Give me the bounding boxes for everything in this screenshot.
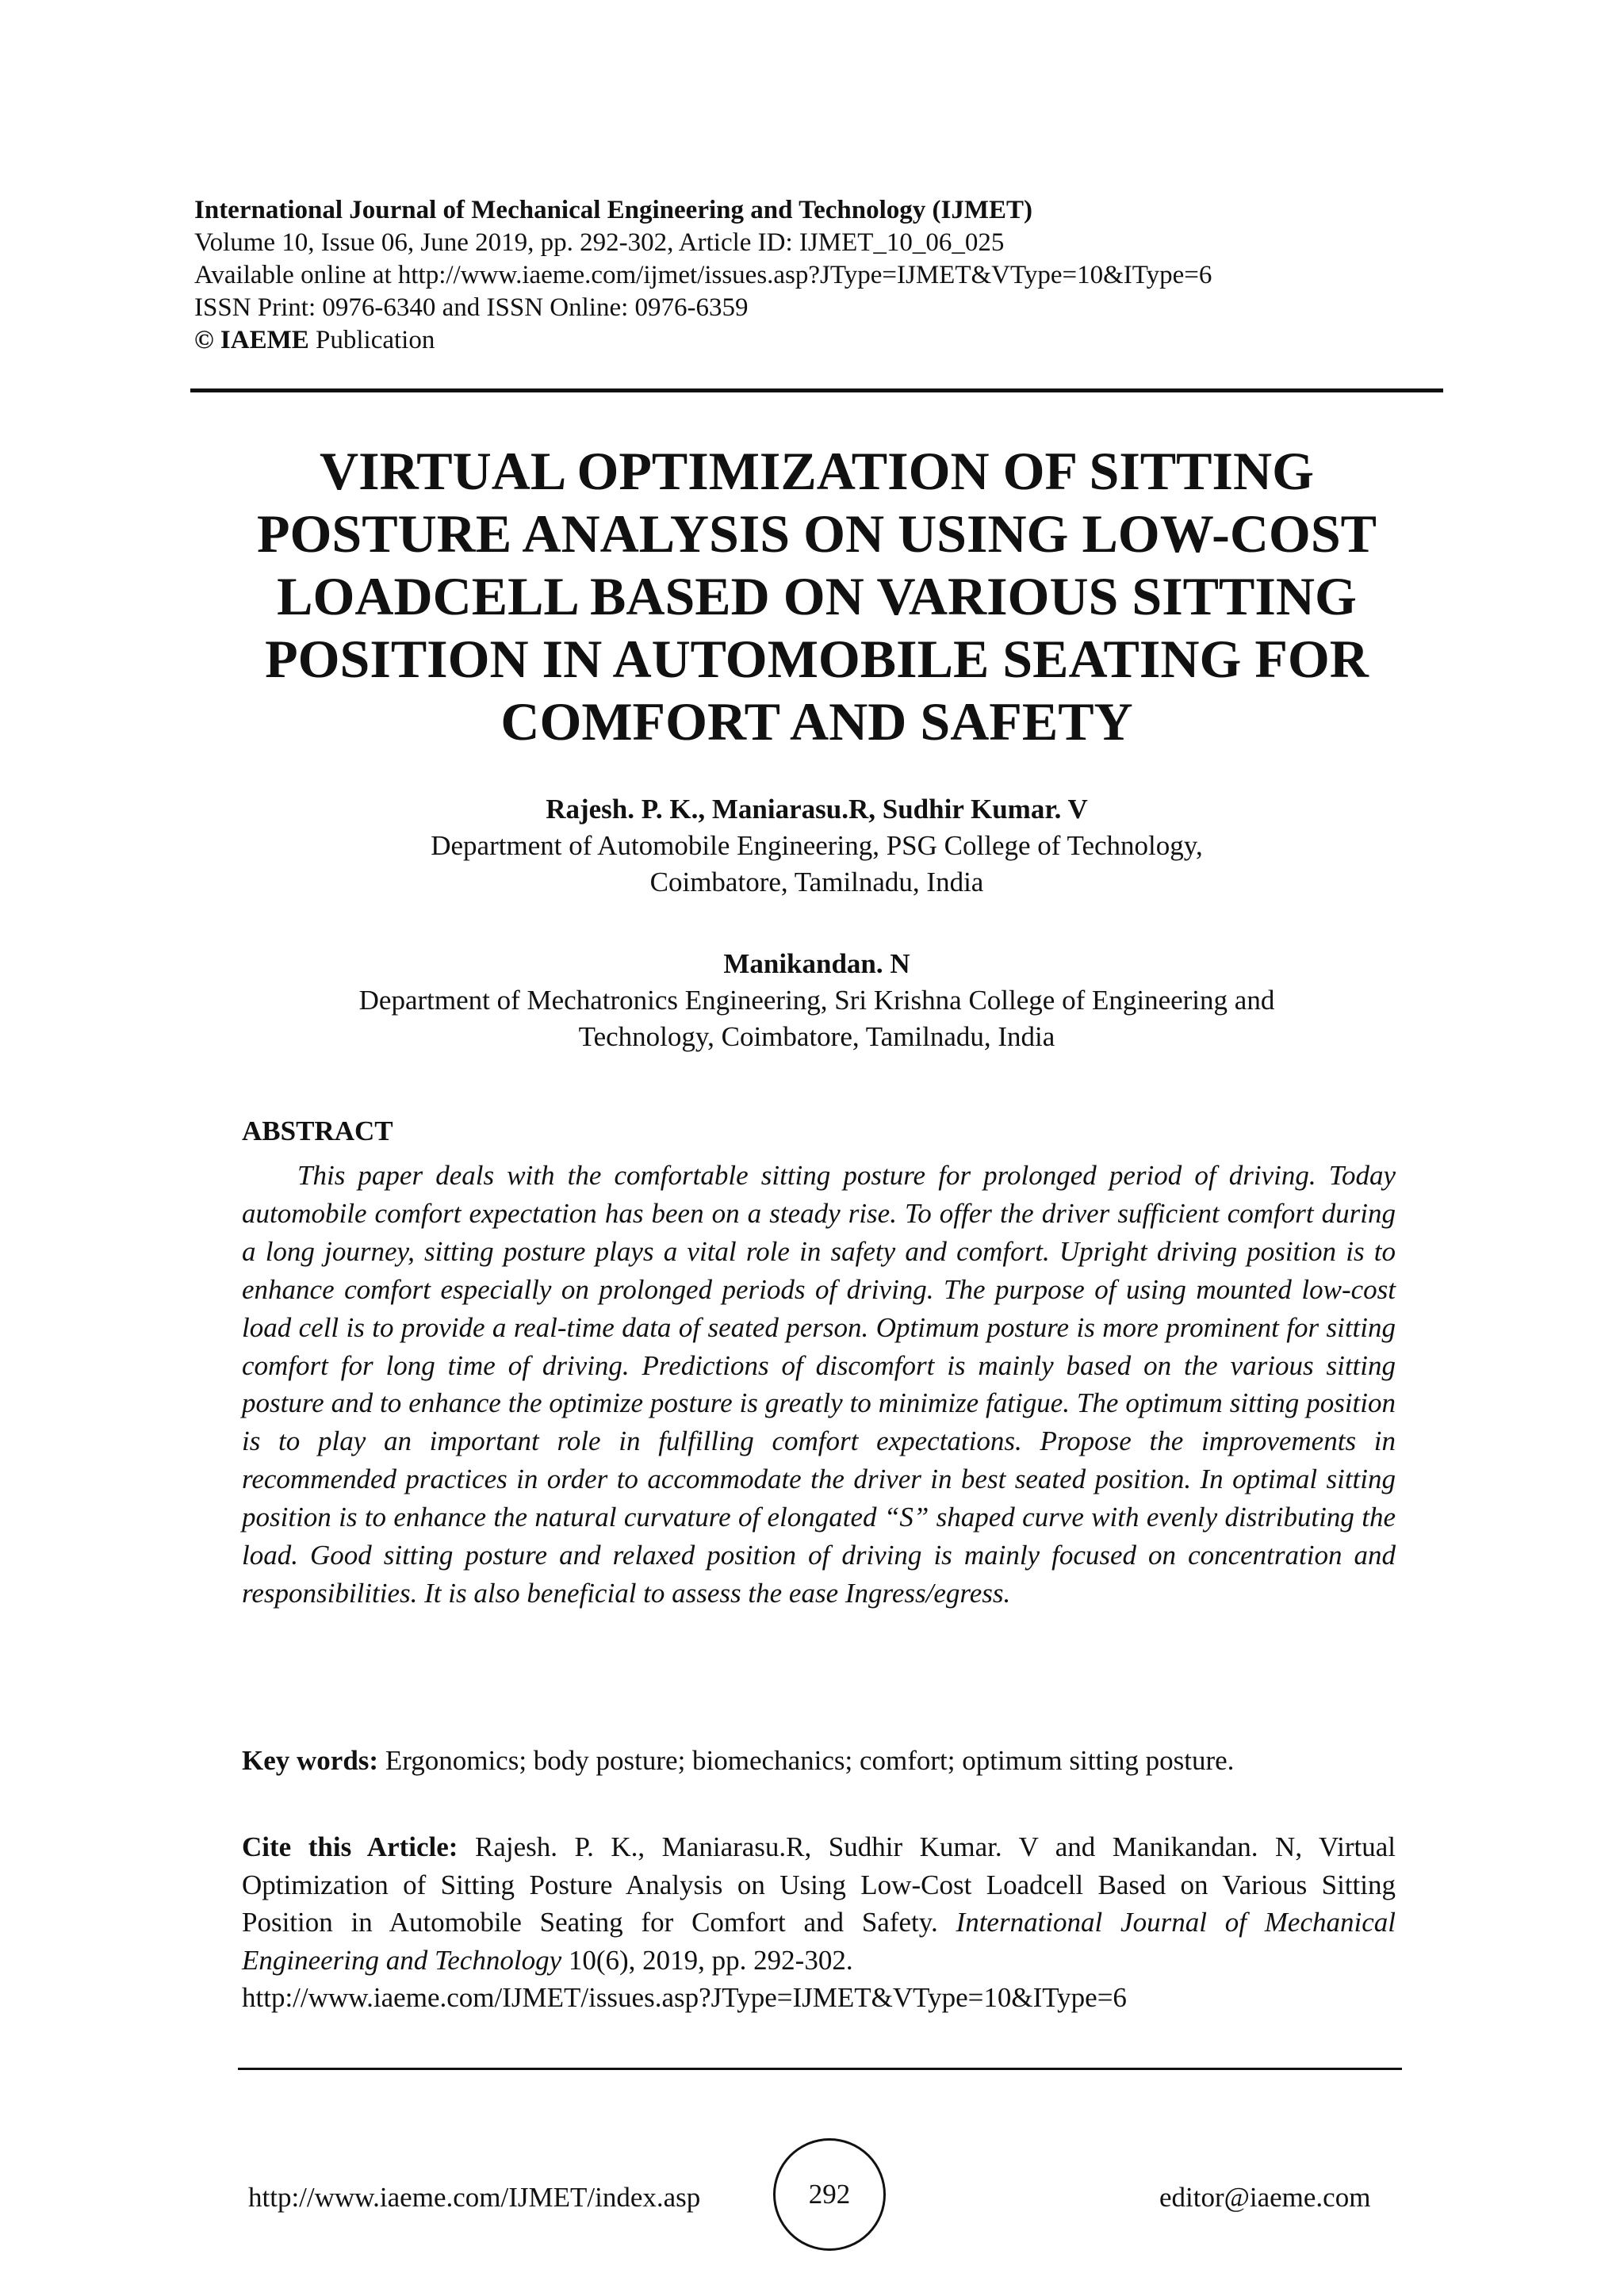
journal-name: International Journal of Mechanical Engineering and Technology (IJMET): [194, 196, 1032, 224]
keywords: [242, 1743, 1396, 1779]
header-divider: [190, 388, 1443, 392]
keywords-text: Ergonomics; body posture; biomechanics; comfort; optimum sitting posture.: [385, 1745, 1235, 1776]
publisher-name: IAEME: [220, 326, 309, 354]
author-group-2: [190, 946, 1443, 1055]
citation-block: [242, 1828, 1396, 2017]
citation-volume-pages: 10(6), 2019, pp. 292-302.: [568, 1944, 853, 1976]
available-online-line[interactable]: Available online at http://www.iaeme.com/ijmet/issues.asp?JType=IJMET&VType=10&IType=6: [194, 261, 1212, 289]
affiliation-line: Department of Automobile Engineering, PSG College of Technology,: [431, 830, 1203, 861]
title-line: COMFORT AND SAFETY: [500, 691, 1133, 752]
issn-line: ISSN Print: 0976-6340 and ISSN Online: 0976-6359: [194, 293, 749, 322]
abstract-text: This paper deals with the comfortable sitting posture for prolonged period of driving. Today automobile comfort expectation has been on a steady rise. To offer the driver sufficient comfort during a long journey, sitting posture plays a vital role in safety and comfort. Upright driving position is to enhance comfort especially on prolonged periods of driving. The purpose of using mounted low-cost load cell is to provide a real-time data of seated person. Optimum posture is more prominent for sitting comfort for long time of driving. Predictions of discomfort is mainly based on the various sitting posture and to enhance the optimize posture is greatly to minimize fatigue. The optimum sitting position is to play an important role in fulfilling comfort expectations. Propose the improvements in recommended practices in order to accommodate the driver in best seated position. In optimal sitting position is to enhance the natural curvature of elongated “S” shaped curve with evenly distributing the load. Good sitting posture and relaxed position of driving is mainly focused on concentration and responsibilities. It is also beneficial to assess the ease Ingress/egress.: [242, 1160, 1396, 1609]
author-group-1: [190, 791, 1443, 901]
citation-text: Rajesh. P. K., Maniarasu.R, Sudhir Kumar. V and Manikandan. N, Virtual Optimization of Sitting Posture Analysis on Using Low-Cost Loadcell Based on Various Sitting Position in Automobile Seating for Comfort and Safety.: [242, 1831, 1396, 1938]
affiliation-line: Technology, Coimbatore, Tamilnadu, India: [578, 1021, 1055, 1052]
citation-label: Cite this Article:: [242, 1831, 458, 1862]
footer-email-link[interactable]: editor@iaeme.com: [1159, 2182, 1371, 2213]
volume-line: Volume 10, Issue 06, June 2019, pp. 292-302, Article ID: IJMET_10_06_025: [194, 228, 1005, 257]
title-line: LOADCELL BASED ON VARIOUS SITTING: [277, 566, 1357, 626]
keywords-label: Key words:: [242, 1745, 379, 1776]
abstract-heading: ABSTRACT: [242, 1115, 393, 1146]
title-line: VIRTUAL OPTIMIZATION OF SITTING: [320, 441, 1314, 501]
paper-title: [190, 440, 1443, 753]
affiliation-line: Department of Mechatronics Engineering, Sri Krishna College of Engineering and: [358, 985, 1275, 1016]
citation-divider: [238, 2068, 1402, 2070]
publisher-line: [194, 324, 1447, 357]
publisher-suffix: Publication: [316, 326, 435, 354]
title-line: POSTURE ANALYSIS ON USING LOW-COST: [257, 503, 1377, 564]
author-names: Rajesh. P. K., Maniarasu.R, Sudhir Kumar. V: [546, 794, 1088, 825]
citation-url-link[interactable]: http://www.iaeme.com/IJMET/issues.asp?JType=IJMET&VType=10&IType=6: [242, 1982, 1127, 2013]
author-names: Manikandan. N: [723, 948, 910, 979]
copyright-symbol: ©: [194, 326, 214, 354]
footer-journal-link[interactable]: http://www.iaeme.com/IJMET/index.asp: [248, 2182, 701, 2213]
page-number: 292: [773, 2138, 886, 2251]
journal-header: [194, 194, 1447, 357]
affiliation-line: Coimbatore, Tamilnadu, India: [649, 867, 984, 897]
citation-journal: International Journal of Mechanical Engineering and Technology: [242, 1907, 1396, 1976]
title-line: POSITION IN AUTOMOBILE SEATING FOR: [265, 629, 1369, 689]
